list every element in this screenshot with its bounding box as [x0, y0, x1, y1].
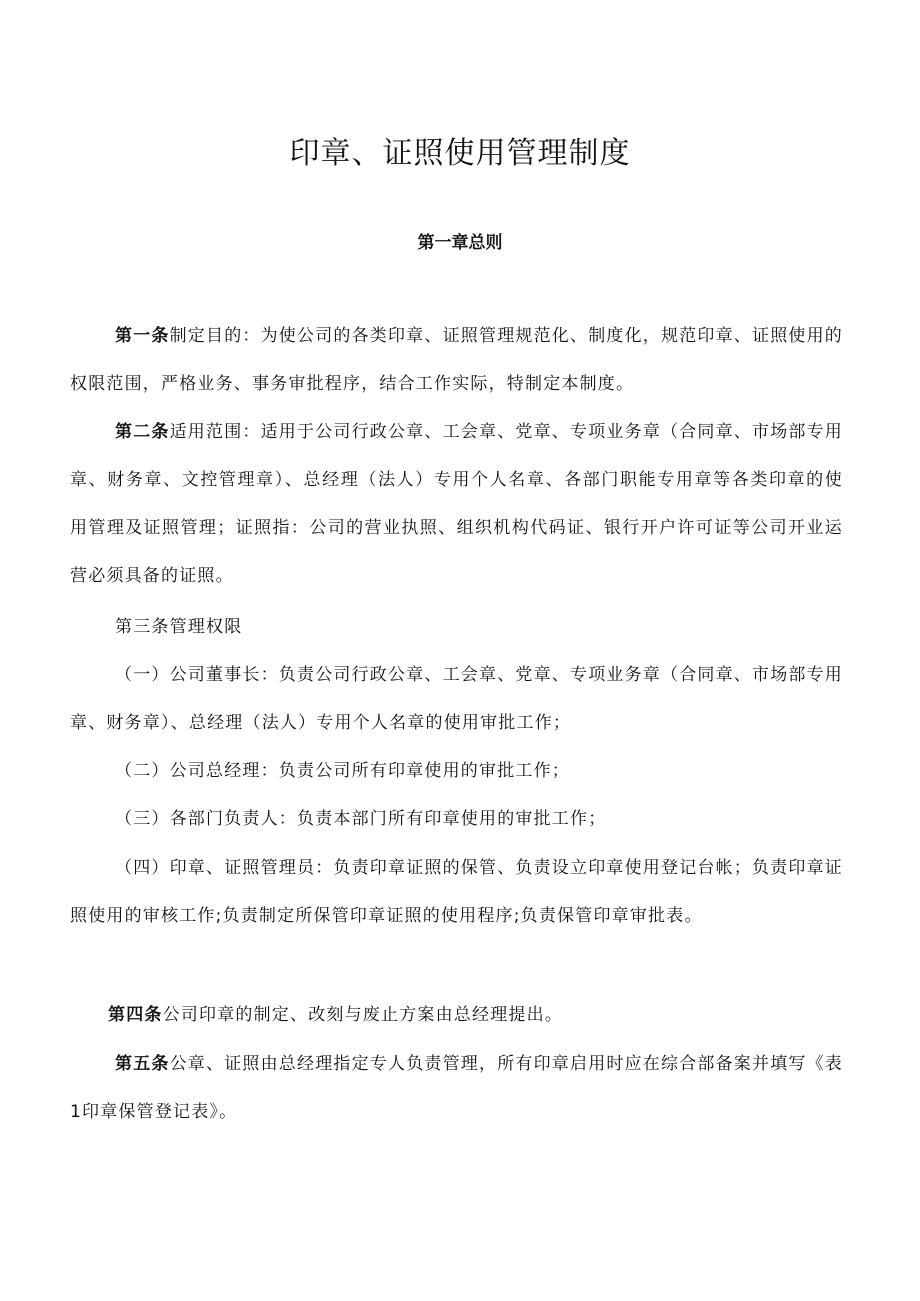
authority-item-2 [70, 747, 843, 795]
chapter-heading: 第一章总则 [417, 233, 503, 253]
article-3-heading [70, 603, 843, 651]
authority-item-4-text: （四）印章、证照管理员：负责印章证照的保管、负责设立印章使用登记台帐；负责印章证照使用的审核工作;负责制定所保管印章证照的使用程序;负责保管印章审批表。 [70, 858, 843, 926]
authority-item-4 [70, 844, 843, 940]
article-4-text: 公司印章的制定、改刻与废止方案由总经理提出。 [162, 1005, 564, 1025]
authority-item-3-text: （三）各部门负责人：负责本部门所有印章使用的审批工作； [115, 809, 607, 829]
authority-item-2-text: （二）公司总经理：负责公司所有印章使用的审批工作； [115, 761, 570, 781]
article-3-text: 第三条管理权限 [115, 617, 243, 637]
article-1 [70, 312, 843, 408]
article-2 [70, 408, 843, 600]
article-1-lead: 第一条 [115, 326, 170, 346]
authority-item-1 [70, 651, 843, 747]
authority-item-1-text: （一）公司董事长：负责公司行政公章、工会章、党章、专项业务章（合同章、市场部专用章、财务章）、总经理（法人）专用个人名章的使用审批工作； [70, 665, 843, 733]
article-5-lead: 第五条 [115, 1054, 170, 1074]
authority-item-3 [70, 795, 843, 843]
article-5 [70, 1040, 843, 1136]
article-1-text: 制定目的：为使公司的各类印章、证照管理规范化、制度化，规范印章、证照使用的权限范围，严格业务、事务审批程序，结合工作实际，特制定本制度。 [70, 326, 844, 394]
article-4 [70, 991, 843, 1039]
article-2-text: 适用范围：适用于公司行政公章、工会章、党章、专项业务章（合同章、市场部专用章、财务章、文控管理章）、总经理（法人）专用个人名章、各部门职能专用章等各类印章的使用管理及证照管理；证照指：公司的营业执照、组织机构代码证、银行开户许可证等公司开业运营必须具备的证照。 [70, 422, 844, 586]
article-4-lead: 第四条 [108, 1005, 163, 1025]
article-2-lead: 第二条 [115, 422, 170, 442]
article-5-text: 公章、证照由总经理指定专人负责管理，所有印章启用时应在综合部备案并填写《表1印章保管登记表》。 [70, 1054, 844, 1122]
document-title: 印章、证照使用管理制度 [289, 136, 631, 172]
